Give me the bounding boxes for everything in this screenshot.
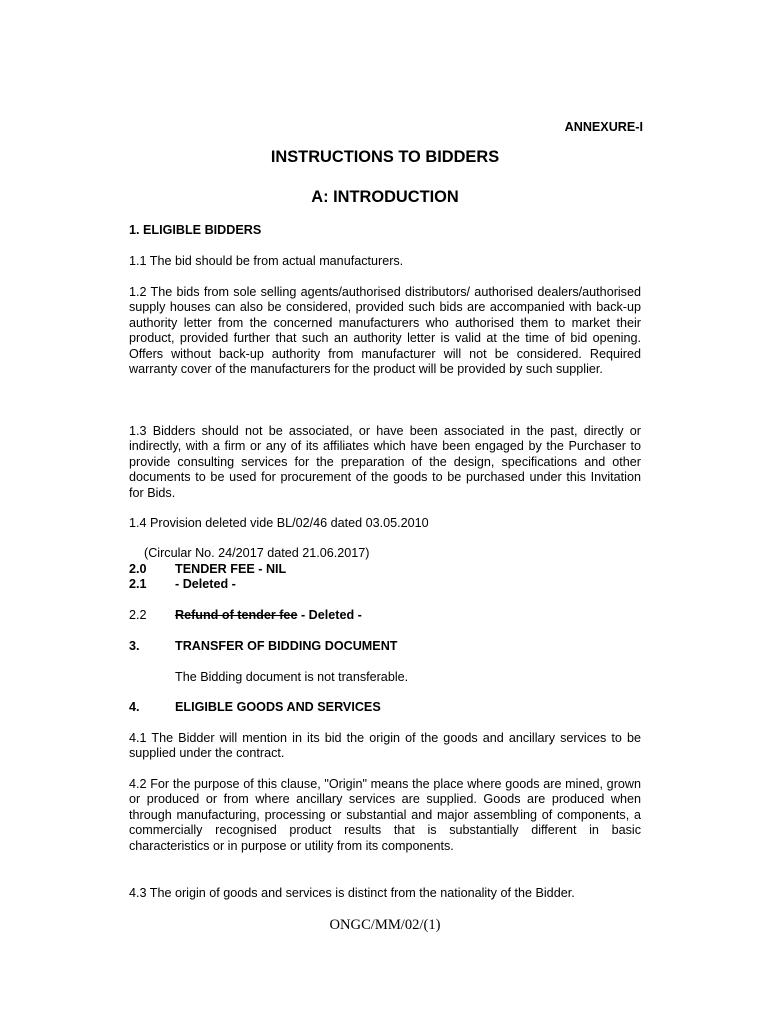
paragraph-1-1: 1.1 The bid should be from actual manufacturers. <box>129 254 404 268</box>
item-2-2-number: 2.2 <box>129 608 147 622</box>
item-2-2-text: - Deleted - <box>297 608 362 622</box>
item-2-1 <box>129 577 641 592</box>
section-2-number: 2.0 <box>129 562 147 576</box>
document-footer-code: ONGC/MM/02/(1) <box>329 917 441 933</box>
section-title: A: INTRODUCTION <box>311 188 459 206</box>
circular-note: (Circular No. 24/2017 dated 21.06.2017) <box>144 546 370 560</box>
document-title: INSTRUCTIONS TO BIDDERS <box>270 148 500 166</box>
heading-eligible-bidders: 1. ELIGIBLE BIDDERS <box>129 223 262 237</box>
paragraph-1-4: 1.4 Provision deleted vide BL/02/46 dated 03.05.2010 <box>129 516 429 530</box>
paragraph-4-2: 4.2 For the purpose of this clause, "Origin" means the place where goods are mined, grown or produced or from where ancillary services are supplied. Goods are produced when through manufacturing, processing or substantial and major assembling of components, a commercially recognised product results that is substantially different in basic characteristics or in purpose or utility from its components. <box>129 777 641 853</box>
section-2-title: TENDER FEE - NIL <box>175 562 287 576</box>
item-2-2 <box>129 608 641 623</box>
section-4-heading <box>129 700 641 715</box>
item-2-1-text: - Deleted - <box>175 577 236 591</box>
section-3-text: The Bidding document is not transferable. <box>175 670 409 684</box>
section-3-number: 3. <box>129 639 140 653</box>
section-3-title: TRANSFER OF BIDDING DOCUMENT <box>175 639 398 653</box>
section-2-heading <box>129 562 641 577</box>
item-2-1-number: 2.1 <box>129 577 147 591</box>
section-3-heading <box>129 639 641 654</box>
section-4-number: 4. <box>129 700 140 714</box>
paragraph-1-3: 1.3 Bidders should not be associated, or have been associated in the past, directly or indirectly, with a firm or any of its affiliates which have been engaged by the Purchaser to provide consulting services for the preparation of the design, specifications and other documents to be used for procurement of the goods to be purchased under this Invitation for Bids. <box>129 424 641 500</box>
paragraph-4-1: 4.1 The Bidder will mention in its bid the origin of the goods and ancillary services to be supplied under the contract. <box>129 731 641 761</box>
item-2-2-struck-text: Refund of tender fee <box>175 608 298 622</box>
section-4-title: ELIGIBLE GOODS AND SERVICES <box>175 700 381 714</box>
annexure-label: ANNEXURE-I <box>564 120 643 134</box>
paragraph-4-3: 4.3 The origin of goods and services is distinct from the nationality of the Bidder. <box>129 886 575 900</box>
paragraph-1-2: 1.2 The bids from sole selling agents/authorised distributors/ authorised dealers/authorised supply houses can also be considered, provided such bids are accompanied with back-up authority letter from the concerned manufacturers who authorised them to market their product, provided further that such an authority letter is valid at the time of bid opening. Offers without back-up authority from manufacturer will not be considered. Required warranty cover of the manufacturers for the product will be provided by such supplier. <box>129 285 641 377</box>
